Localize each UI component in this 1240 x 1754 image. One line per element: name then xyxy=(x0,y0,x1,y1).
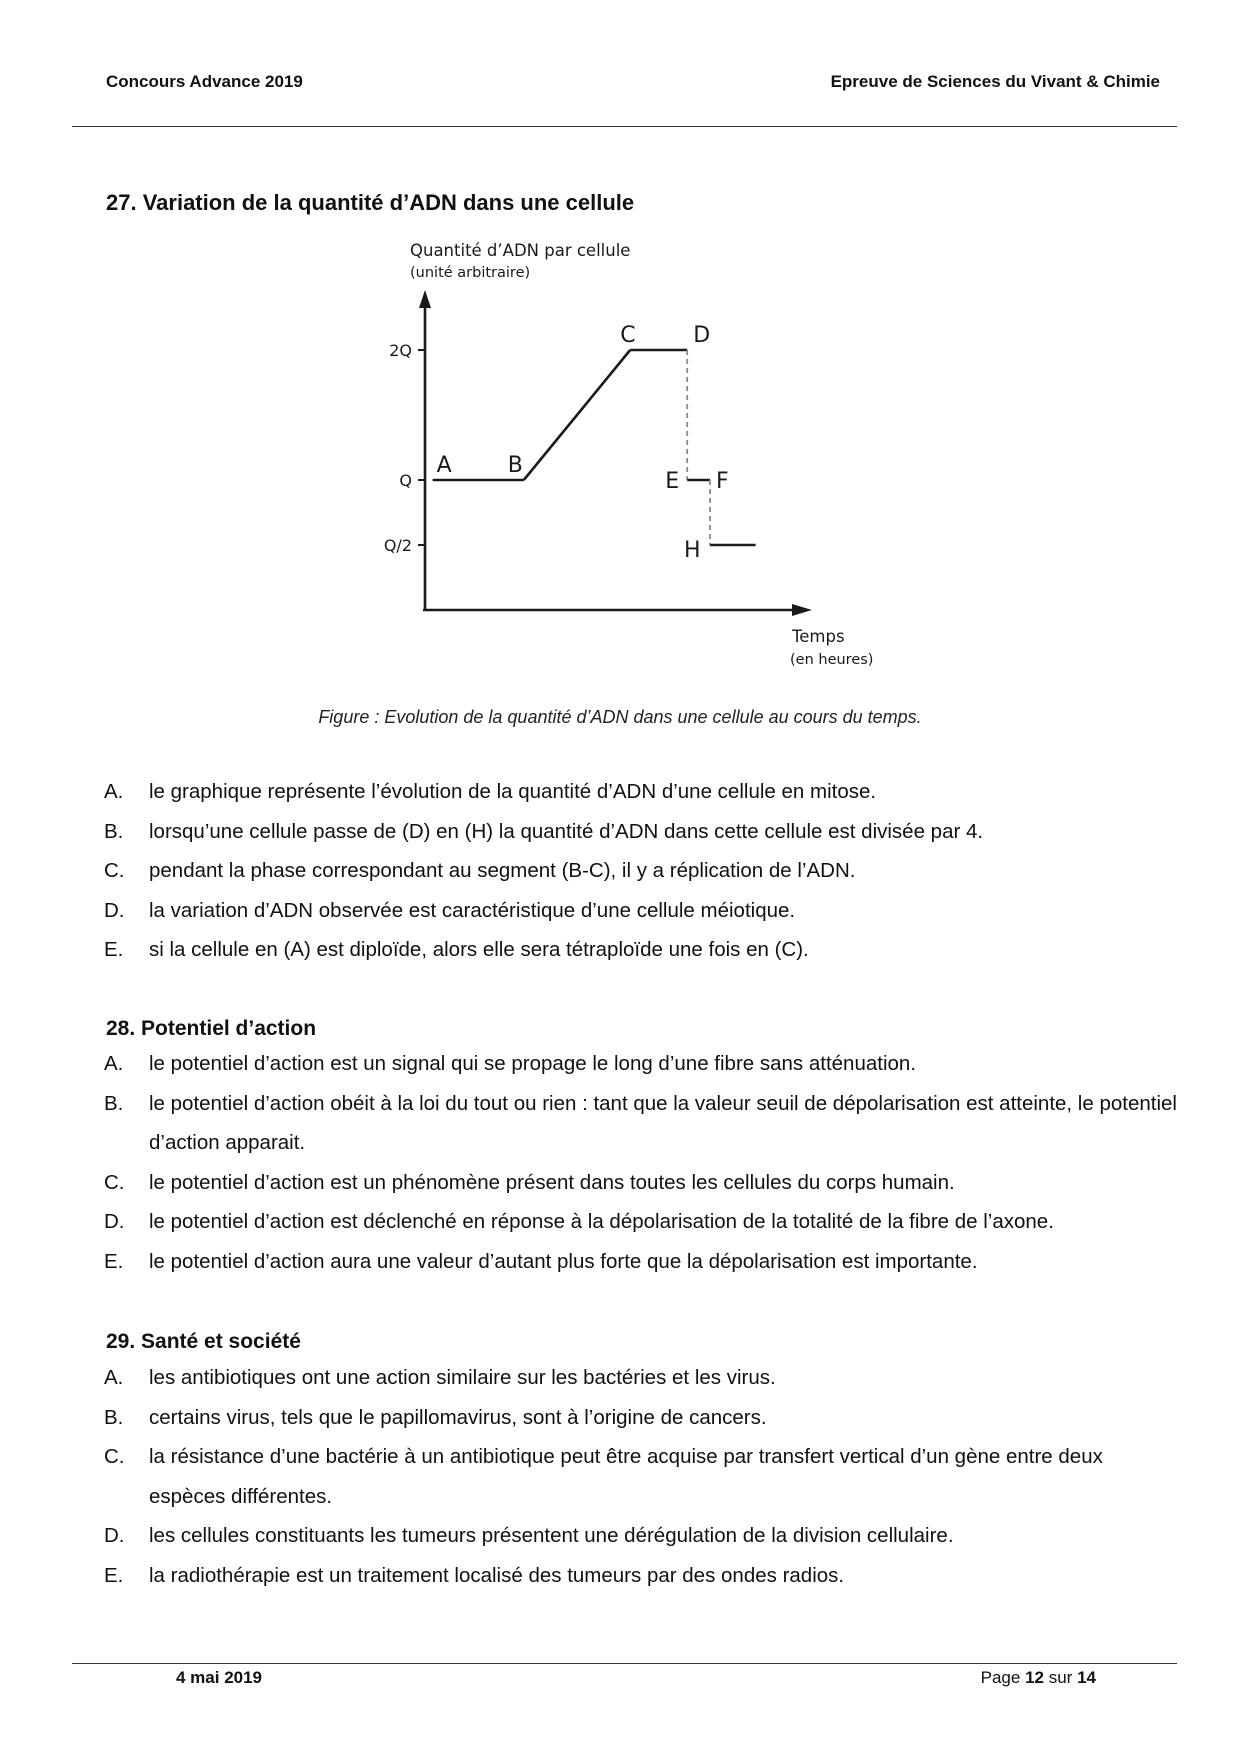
dna-quantity-chart xyxy=(370,232,890,677)
option-text: la variation d’ADN observée est caractéristique d’une cellule méiotique. xyxy=(149,898,796,922)
q28-option-d[interactable] xyxy=(104,1202,1184,1242)
option-letter: D. xyxy=(104,1210,125,1233)
question-29-options xyxy=(104,1358,1184,1595)
option-text: le graphique représente l’évolution de la quantité d’ADN d’une cellule en mitose. xyxy=(149,780,877,803)
q27-option-a[interactable] xyxy=(104,772,1184,812)
option-letter: B. xyxy=(104,819,124,843)
option-text: lorsqu’une cellule passe de (D) en (H) la quantité d’ADN dans cette cellule est divisée par 4. xyxy=(149,819,984,843)
question-27-options xyxy=(104,772,1184,970)
question-28-options xyxy=(104,1044,1184,1281)
question-29-title: 29. Santé et société xyxy=(106,1330,301,1353)
point-label-d: D xyxy=(693,323,711,348)
q29-option-a[interactable] xyxy=(104,1358,1184,1398)
option-text: pendant la phase correspondant au segment (B-C), il y a réplication de l’ADN. xyxy=(149,859,856,882)
header-right: Epreuve de Sciences du Vivant & Chimie xyxy=(830,72,1160,91)
question-27-title: 27. Variation de la quantité d’ADN dans une cellule xyxy=(106,190,635,215)
option-letter: C. xyxy=(104,859,125,882)
q27-option-b[interactable] xyxy=(104,812,1184,852)
point-label-b: B xyxy=(507,453,523,478)
option-letter: D. xyxy=(104,898,125,922)
x-axis-label: Temps xyxy=(792,627,845,646)
header-rule xyxy=(72,126,1177,127)
q29-option-b[interactable] xyxy=(104,1398,1184,1438)
y-axis-arrow xyxy=(419,290,431,308)
question-28-title: 28. Potentiel d’action xyxy=(106,1017,317,1040)
page-current: 12 xyxy=(1025,1668,1044,1687)
option-letter: B. xyxy=(104,1405,124,1429)
option-text: si la cellule en (A) est diploïde, alors elle sera tétraploïde une fois en (C). xyxy=(149,938,809,961)
y-tick-label-1: Q xyxy=(399,471,412,490)
option-letter: E. xyxy=(104,938,124,961)
point-label-c: C xyxy=(620,323,636,348)
option-text: le potentiel d’action est déclenché en réponse à la dépolarisation de la totalité de la fibre de l’axone. xyxy=(149,1210,1054,1233)
option-letter: E. xyxy=(104,1563,124,1587)
segment-b-c xyxy=(524,350,630,480)
footer-date: 4 mai 2019 xyxy=(176,1668,263,1687)
q28-option-a[interactable] xyxy=(104,1044,1184,1084)
q29-option-e[interactable] xyxy=(104,1556,1184,1596)
y-tick-label-2: Q/2 xyxy=(383,536,412,555)
option-text: certains virus, tels que le papillomavirus, sont à l’origine de cancers. xyxy=(149,1405,767,1429)
option-text: les cellules constituants les tumeurs présentent une dérégulation de la division cellulaire. xyxy=(149,1524,954,1547)
dna-series xyxy=(433,350,756,545)
option-text: la radiothérapie est un traitement localisé des tumeurs par des ondes radios. xyxy=(149,1563,845,1587)
q27-option-e[interactable] xyxy=(104,930,1184,970)
option-letter: B. xyxy=(104,1091,124,1115)
header-left: Concours Advance 2019 xyxy=(106,72,303,91)
q28-option-b[interactable] xyxy=(104,1084,1184,1163)
q29-option-d[interactable] xyxy=(104,1516,1184,1556)
option-text: la résistance d’une bactérie à un antibiotique peut être acquise par transfert vertical d’un gène entre deux espèces différentes. xyxy=(149,1445,1103,1508)
footer-page-number xyxy=(981,1668,1096,1688)
x-axis-unit: (en heures) xyxy=(790,652,874,668)
figure-caption: Figure : Evolution de la quantité d’ADN dans une cellule au cours du temps. xyxy=(318,707,922,727)
option-letter: C. xyxy=(104,1170,125,1194)
point-label-a: A xyxy=(436,453,452,478)
y-axis-label: Quantité d’ADN par cellule xyxy=(410,241,631,260)
option-text: le potentiel d’action obéit à la loi du tout ou rien : tant que la valeur seuil de dépolarisation est atteinte, le potentiel d’action apparait. xyxy=(149,1091,1177,1154)
option-letter: D. xyxy=(104,1524,125,1547)
option-letter: A. xyxy=(104,1366,124,1389)
option-text: le potentiel d’action est un phénomène présent dans toutes les cellules du corps humain. xyxy=(149,1170,955,1194)
page-prefix: Page xyxy=(980,1668,1021,1687)
q27-option-c[interactable] xyxy=(104,851,1184,891)
point-label-h: H xyxy=(684,538,701,563)
page-sep: sur xyxy=(1048,1668,1073,1687)
q29-option-c[interactable] xyxy=(104,1437,1184,1516)
page-total: 14 xyxy=(1077,1668,1096,1687)
point-labels xyxy=(437,323,729,563)
q28-option-e[interactable] xyxy=(104,1242,1184,1282)
x-axis-arrow xyxy=(792,604,812,616)
footer-rule xyxy=(72,1663,1177,1664)
y-axis-unit: (unité arbitraire) xyxy=(410,265,531,281)
y-tick-label-0: 2Q xyxy=(389,341,412,360)
option-letter: A. xyxy=(104,1052,124,1075)
point-label-e: E xyxy=(665,469,680,494)
q28-option-c[interactable] xyxy=(104,1163,1184,1203)
option-text: le potentiel d’action aura une valeur d’autant plus forte que la dépolarisation est importante. xyxy=(149,1249,978,1273)
option-letter: C. xyxy=(104,1445,125,1468)
option-letter: A. xyxy=(104,780,124,803)
option-letter: E. xyxy=(104,1249,124,1273)
option-text: les antibiotiques ont une action similaire sur les bactéries et les virus. xyxy=(149,1366,776,1389)
point-label-f: F xyxy=(716,469,729,494)
option-text: le potentiel d’action est un signal qui se propage le long d’une fibre sans atténuation. xyxy=(149,1052,917,1075)
q27-option-d[interactable] xyxy=(104,891,1184,931)
y-ticks xyxy=(384,341,425,555)
